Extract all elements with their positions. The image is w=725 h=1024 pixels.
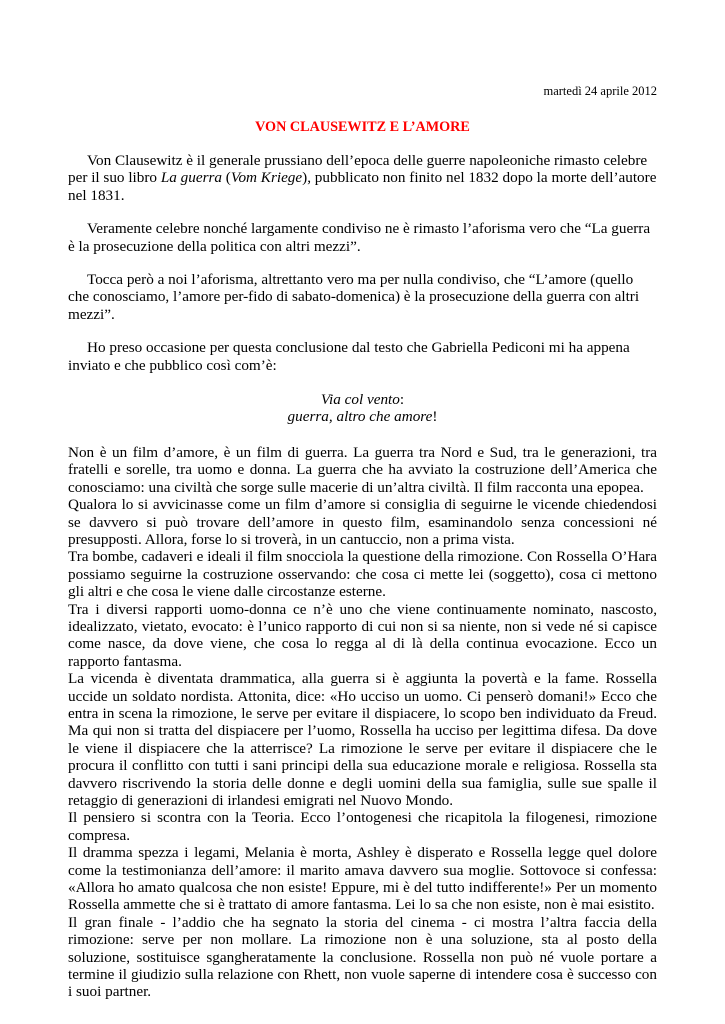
intro-paragraph-1 <box>68 152 657 204</box>
body-paragraph-6: Il pensiero si scontra con la Teoria. Ecco l’ontogenesi che ricapitola la filogenesi, rimozione compresa. <box>68 809 657 844</box>
article-body <box>68 152 657 1001</box>
body-paragraph-8: Il gran finale - l’addio che ha segnato la storia del cinema - ci mostra l’altra faccia della rimozione: serve per non mollare. La rimozione non è una soluzione, sta al posto della soluzione, sostituisce sgangheratamente la conclusione. Rossella non può né vuole portare a termine il giudizio sulla relazione con Rhett, non vuole saperne di intendere cosa è successo con i suoi partner. <box>68 913 657 1001</box>
quote-punct: ! <box>432 408 438 426</box>
body-paragraph-3: Tra bombe, cadaveri e ideali il film snocciola la questione della rimozione. Con Rossella O’Hara possiamo seguirne la costruzione osservando: che cosa ci mette lei (soggetto), cosa ci mettono gli altri e che cosa le viene dalle circostanze esterne. <box>68 548 657 601</box>
body-paragraph-2: Qualora lo si avvicinasse come un film d’amore si consiglia di seguirne le vicende chiedendosi se davvero si può trovare dell’amore in questo film, esaminandolo senza concessioni né presupposti. Allora, forse lo si troverà, in un cantuccio, non a prima vista. <box>68 496 657 548</box>
intro-paragraph-2: Veramente celebre nonché largamente condiviso ne è rimasto l’aforisma vero che “La guerra è la prosecuzione della politica con altri mezzi”. <box>68 220 651 255</box>
body-paragraph-1: Non è un film d’amore, è un film di guerra. La guerra tra Nord e Sud, tra le generazioni, tra fratelli e sorelle, tra uomo e donna. La guerra che ha avviato la costruzione dell’America che conosciamo: una civiltà che sorge sulle macerie di un’altra civiltà. Il film racconta una epopea. <box>68 443 657 496</box>
intro-text: Von Clausewitz è il generale prussiano dell’epoca delle guerre napoleoniche rimasto celebre per il suo libro <box>68 152 648 187</box>
intro-paragraph-3: Tocca però a noi l’aforisma, altrettanto vero ma per nulla condiviso, che “L’amore (quello che conosciamo, l’amore per-fido di sabato-domenica) è la prosecuzione della guerra con altri mezzi”. <box>68 271 640 323</box>
book-original-title: Vom Kriege <box>230 169 303 187</box>
article-title: VON CLAUSEWITZ E L’AMORE <box>255 119 470 135</box>
quote-punct: : <box>399 391 405 409</box>
intro-paragraph-4: Ho preso occasione per questa conclusione dal testo che Gabriella Pediconi mi ha appena inviato e che pubblico così com’è: <box>68 339 630 374</box>
film-title: Via col vento <box>320 391 400 409</box>
quote-line-1 <box>68 391 657 408</box>
body-paragraph-5: La vicenda è diventata drammatica, alla guerra si è aggiunta la povertà e la fame. Rossella uccide un soldato nordista. Attonita, dice: «Ho ucciso un uomo. Ci penserò domani!» Ecco che entra in scena la rimozione, le serve per evitare il dispiacere, lo scopo ben individuato da Freud. Ma qui non si tratta del dispiacere per l’uomo, Rossella ha ucciso per legittima difesa. Da dove le viene il dispiacere che la atterrisce? La rimozione le serve per evitare il dispiacere che le procura il conflitto con tutti i sani principi della sua educazione morale e religiosa. Rossella sta davvero riscrivendo la storia delle donne e degli uomini della sua famiglia, sulle sue spalle il retaggio di generazioni di irlandesi emigrati nel Nuovo Mondo. <box>68 670 657 809</box>
quote-line-2 <box>68 408 657 425</box>
quote-subtitle: guerra, altro che amore <box>287 408 433 426</box>
intro-text: ( <box>222 169 231 187</box>
quoted-title <box>68 391 657 426</box>
body-paragraph-7: Il dramma spezza i legami, Melania è morta, Ashley è disperato e Rossella legge quel dolore come la testimonianza dell’amore: il marito amava davvero sua moglie. Sottovoce si confessa: «Allora ho amato qualcosa che non esiste! Eppure, mi è del tutto indifferente!» Per un momento Rossella ammette che si è trattato di amore fantasma. Lei lo sa che non esiste, non è mai esistito. <box>68 844 657 914</box>
post-date: martedì 24 aprile 2012 <box>543 84 657 98</box>
body-paragraph-4: Tra i diversi rapporti uomo-donna ce n’è uno che viene continuamente nominato, nascosto, idealizzato, vietato, evocato: è l’unico rapporto di cui non si sa niente, non si vede né si capisce come nasce, da dove viene, che cosa lo regga al di là della continua evocazione. Ecco un rapporto fantasma. <box>68 600 657 670</box>
book-title: La guerra <box>160 169 222 187</box>
intro-text: ), pubblicato non finito nel 1832 dopo la morte dell’autore nel 1831. <box>68 169 657 204</box>
